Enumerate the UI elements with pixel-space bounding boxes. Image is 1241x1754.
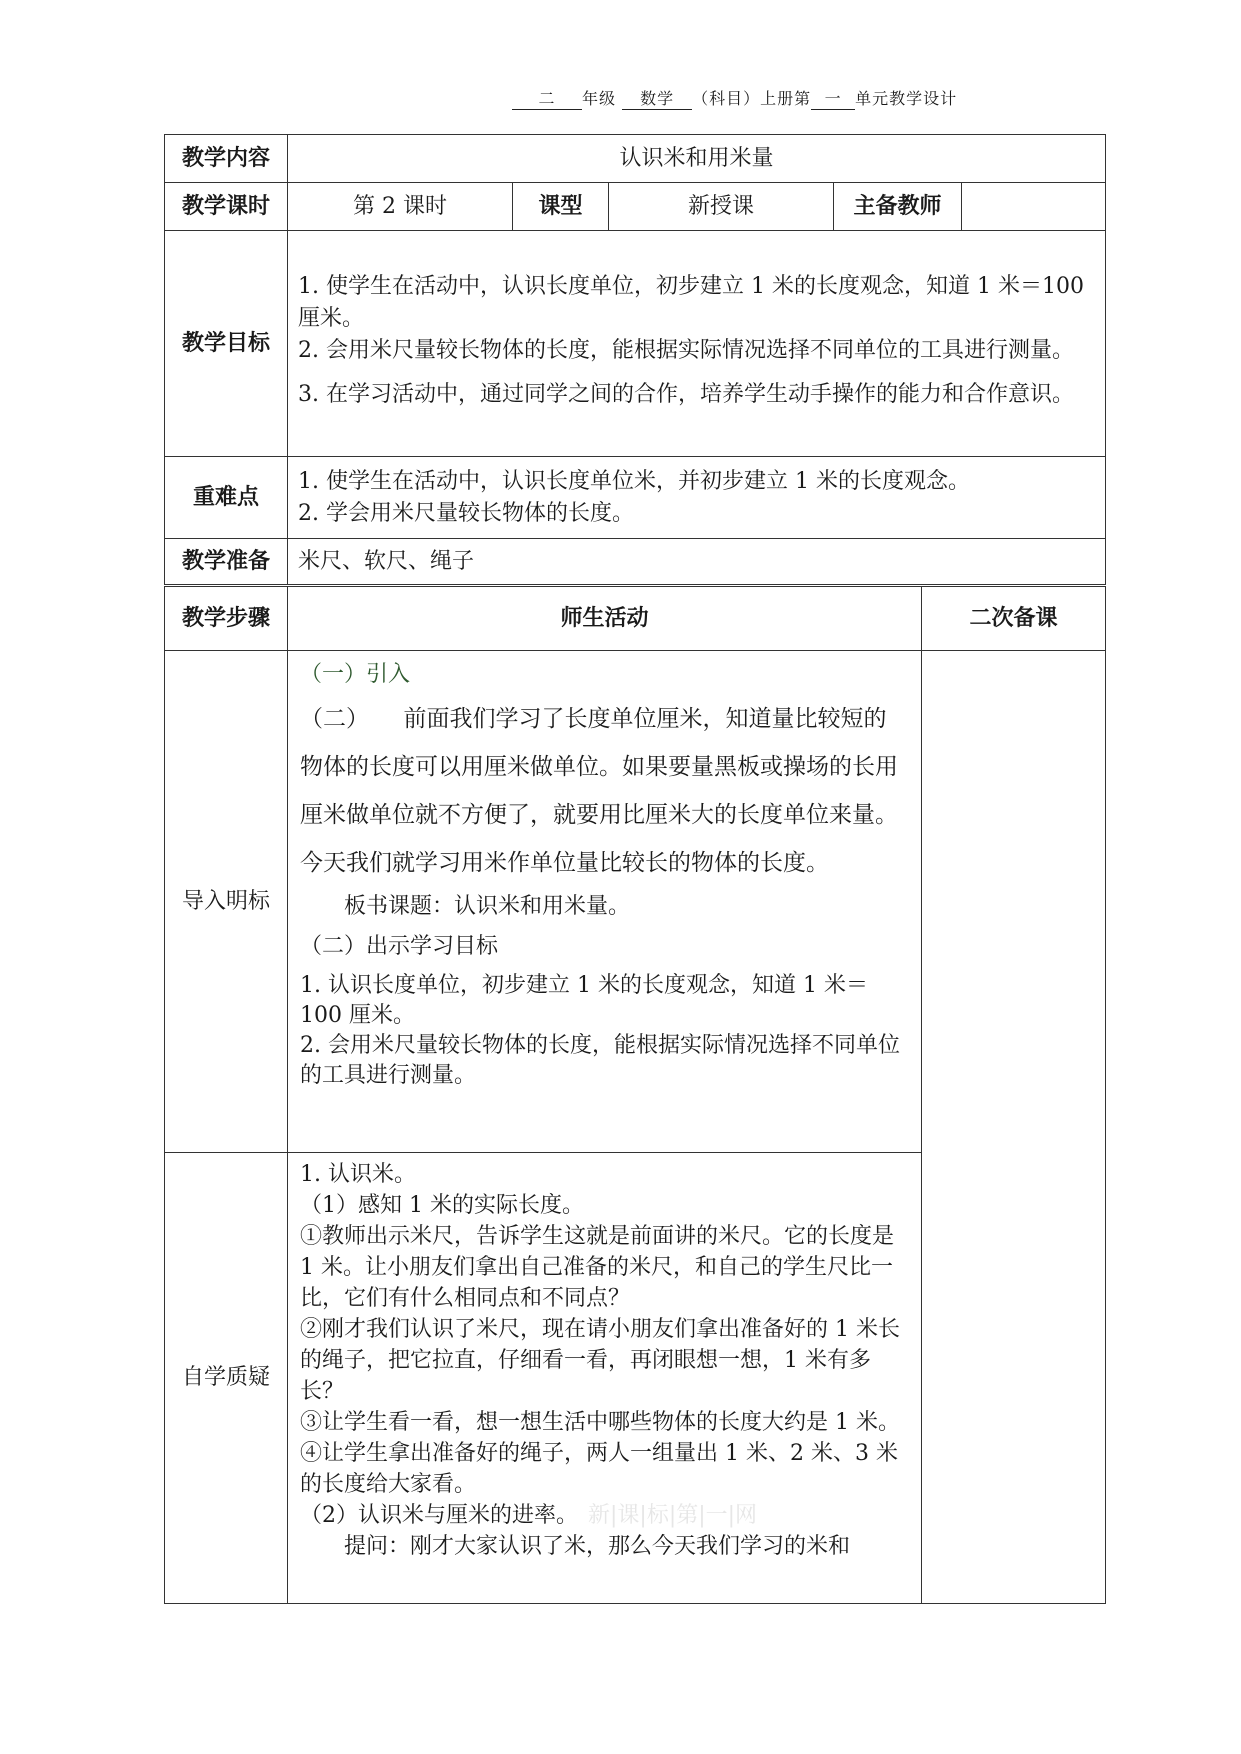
activity-line: （1）感知 1 米的实际长度。 xyxy=(300,1193,584,1218)
type-label: 课型 xyxy=(513,183,609,231)
activity-line: 2. 会用米尺量较长物体的长度，能根据实际情况选择不同单位的工具进行测量。 xyxy=(300,1033,900,1088)
key-point: 1. 使学生在活动中，认识长度单位米，并初步建立 1 米的长度观念。 xyxy=(298,468,970,494)
document-header xyxy=(512,86,957,110)
activity-line: ②刚才我们认识了米尺，现在请小朋友们拿出准备好的 1 米长的绳子，把它拉直，仔细看一看，再闭眼想一想，1 米有多长？ xyxy=(300,1317,900,1404)
subject-value: 数学 xyxy=(622,86,692,110)
key-label: 重难点 xyxy=(165,457,288,539)
unit-suffix: 单元教学设计 xyxy=(855,89,958,108)
section-name: 自学质疑 xyxy=(165,1153,288,1604)
info-table xyxy=(164,134,1106,585)
grade-value: 二 xyxy=(512,86,582,110)
grade-suffix: 年级 xyxy=(582,89,617,108)
goals-label: 教学目标 xyxy=(165,231,288,457)
prep-label: 教学准备 xyxy=(165,539,288,585)
key-point: 2. 学会用米尺量较长物体的长度。 xyxy=(298,500,634,526)
goal-item: 2. 会用米尺量较长物体的长度，能根据实际情况选择不同单位的工具进行测量。 xyxy=(298,337,1074,363)
prep-value: 米尺、软尺、绳子 xyxy=(288,539,1106,585)
section-activity xyxy=(288,1153,922,1604)
activity-line xyxy=(300,1500,909,1531)
steps-table xyxy=(164,586,1106,1604)
unit-value: 一 xyxy=(811,86,855,110)
second-label: 二次备课 xyxy=(922,587,1106,651)
activity-line: （一）引入 xyxy=(300,662,411,687)
content-label: 教学内容 xyxy=(165,135,288,183)
section-activity xyxy=(288,651,922,1153)
subject-suffix: （科目）上册第 xyxy=(692,89,812,108)
teacher-value xyxy=(962,183,1106,231)
activity-line: 提问：刚才大家认识了米，那么今天我们学习的米和 xyxy=(344,1534,851,1559)
activity-line: 1. 认识长度单位，初步建立 1 米的长度观念，知道 1 米＝100 厘米。 xyxy=(300,973,868,1028)
activity-line: ③让学生看一看，想一想生活中哪些物体的长度大约是 1 米。 xyxy=(300,1410,900,1435)
activity-line: （二） 前面我们学习了长度单位厘米，知道量比较短的物体的长度可以用厘米做单位。如果要量黑板或操场的长用厘米做单位就不方便了，就要用比厘米大的长度单位来量。今天我们就学习用米作单位量比较长的物体的长度。 xyxy=(300,706,898,876)
activity-line: ①教师出示米尺，告诉学生这就是前面讲的米尺。它的长度是 1 米。让小朋友们拿出自己准备的米尺，和自己的学生尺比一比，它们有什么相同点和不同点？ xyxy=(300,1224,895,1311)
activity-line-text: （2）认识米与厘米的进率。 xyxy=(300,1503,578,1528)
key-cell xyxy=(288,457,1106,539)
period-value: 第 2 课时 xyxy=(288,183,513,231)
activity-label: 师生活动 xyxy=(288,587,922,651)
content-value: 认识米和用米量 xyxy=(288,135,1106,183)
goal-item: 1. 使学生在活动中，认识长度单位，初步建立 1 米的长度观念，知道 1 米＝100 厘米。 xyxy=(298,273,1084,331)
goal-item: 3. 在学习活动中，通过同学之间的合作，培养学生动手操作的能力和合作意识。 xyxy=(298,381,1074,407)
activity-line: （二）出示学习目标 xyxy=(300,934,499,959)
type-value: 新授课 xyxy=(609,183,834,231)
period-label: 教学课时 xyxy=(165,183,288,231)
watermark-text: 新|课|标|第|一|网 xyxy=(588,1503,758,1528)
second-prep-cell xyxy=(922,651,1106,1604)
activity-line: 板书课题：认识米和用米量。 xyxy=(344,894,631,919)
section-name: 导入明标 xyxy=(165,651,288,1153)
step-label: 教学步骤 xyxy=(165,587,288,651)
goals-cell xyxy=(288,231,1106,457)
activity-line: ④让学生拿出准备好的绳子，两人一组量出 1 米、2 米、3 米的长度给大家看。 xyxy=(300,1441,898,1497)
activity-line: 1. 认识米。 xyxy=(300,1162,416,1187)
teacher-label: 主备教师 xyxy=(834,183,962,231)
